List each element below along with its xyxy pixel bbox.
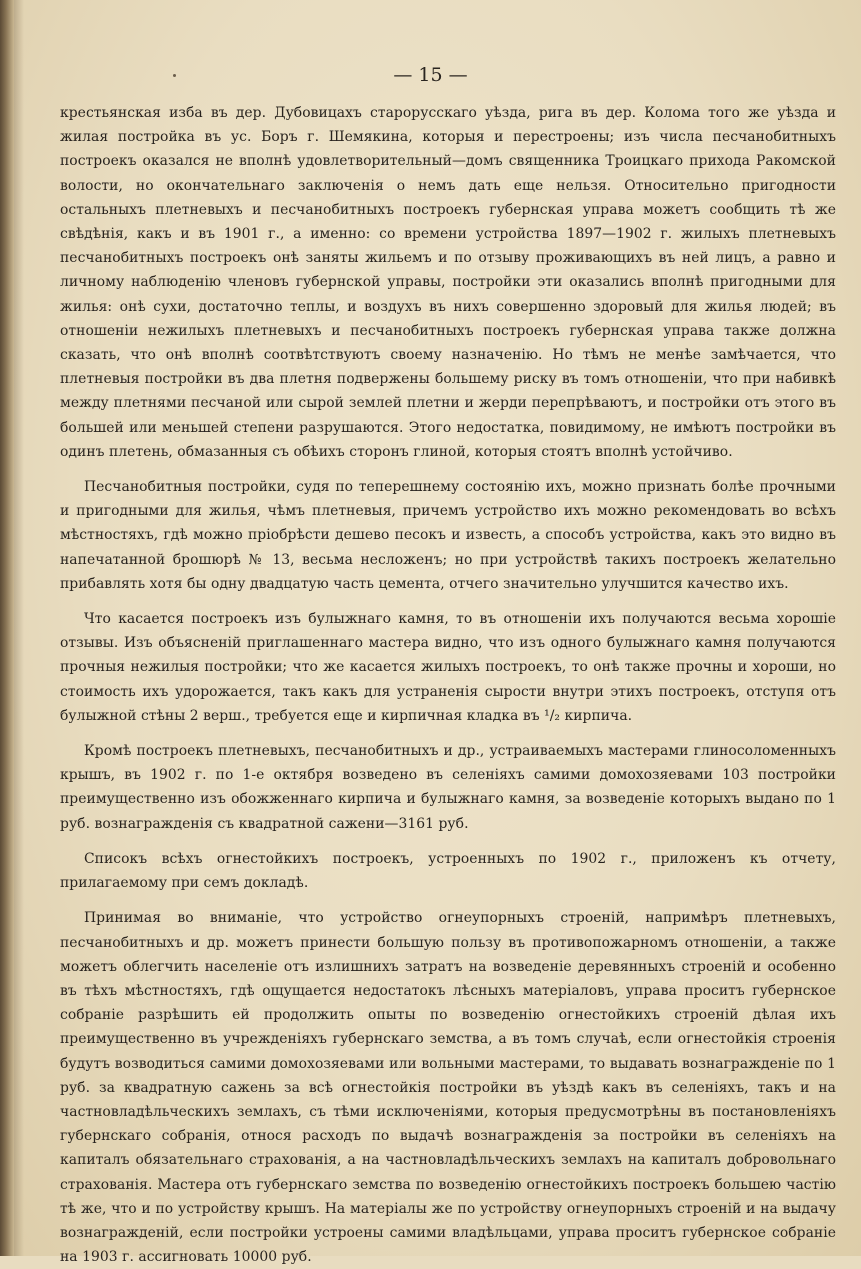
paragraph-stone-buildings: Что касается построекъ изъ булыжнаго камня, то въ отношеніи ихъ получаются весьма хорошіе отзывы. Изъ объясненій приглашеннаго мастера видно, что изъ одного булыжнаго камня получаются прочныя нежилыя постройки; что же касается жилыхъ построекъ, то онѣ также прочны и хороши, но стоимость ихъ удорожается, такъ какъ для устраненія сырости внутри этихъ построекъ, отступя отъ булыжной стѣны 2 верш., требуется еще и кирпичная кладка въ ¹/₂ кирпича.: [60, 611, 836, 724]
page-number: — 15 —: [393, 64, 468, 86]
paragraph-proposal: Принимая во вниманіе, что устройство огнеупорныхъ строеній, напримѣръ плетневыхъ, песчанобитныхъ и др. можетъ принести большую пользу въ противопожарномъ отношеніи, а также можетъ облегчить населеніе отъ излишнихъ затратъ на возведеніе деревянныхъ строеній и особенно въ тѣхъ мѣстностяхъ, гдѣ ощущается недостатокъ лѣсныхъ матеріаловъ, управа проситъ губернское собраніе разрѣшить ей продолжить опыты по возведенію огнестойкихъ строеній дѣлая ихъ преимущественно въ учрежденіяхъ губернскаго земства, а въ томъ случаѣ, если огнестойкія строенія будутъ возводиться самими домохозяевами или вольными мастерами, то выдавать вознагражденіе по 1 руб. за квадратную сажень за всѣ огнестойкія постройки въ уѣздѣ какъ въ селеніяхъ, такъ и на частновладѣльческихъ землахъ, съ тѣми исключеніями, которыя предусмотрѣны въ постановленіяхъ губернскаго собранія, относя расходъ по выдачѣ вознагражденія за постройки въ селеніяхъ на капиталъ обязательнаго страхованія, а на частновладѣльческихъ землахъ на капиталъ добровольнаго страхованія. Мастера отъ губернскаго земства по возведенію огнестойкихъ построекъ большею частію тѣ же, что и по устройству крышъ. На матеріалы же по устройству огнеупорныхъ строеній и на выдачу вознагражденій, если постройки устроены самими владѣльцами, управа проситъ губернское собраніе на 1903 г. ассигновать 10000 руб.: [60, 910, 836, 1266]
paragraph-sand-buildings: Песчанобитныя постройки, судя по теперешнему состоянію ихъ, можно признать болѣе прочными и пригодными для жилья, чѣмъ плетневыя, причемъ устройство ихъ можно рекомендовать во всѣхъ мѣстностяхъ, гдѣ можно пріобрѣсти дешево песокъ и известь, а способъ устройства, какъ это видно въ напечатанной брошюрѣ № 13, весьма несложенъ; но при устройствѣ такихъ построекъ желательно прибавлять хотя бы одну двадцатую часть цемента, отчего значительно улучшится качество ихъ.: [60, 479, 836, 592]
paragraph-list-note: Списокъ всѣхъ огнестойкихъ построекъ, устроенныхъ по 1902 г., приложенъ къ отчету, прилагаемому при семъ докладѣ.: [60, 850, 836, 892]
binding-shadow: [14, 0, 24, 1256]
book-binding-edge: [0, 0, 14, 1256]
paragraph-continuation: крестьянская изба въ дер. Дубовицахъ старорусскаго уѣзда, рига въ дер. Колома того же уѣзда и жилая постройка въ ус. Боръ г. Шемякина, которыя и перестроены; изъ числа песчанобитныхъ построекъ оказался не вполнѣ удовлетворительный—домъ священника Троицкаго прихода Ракомской волости, но окончательнаго заключенія о немъ дать еще нельзя. Относительно пригодности остальныхъ плетневыхъ и песчанобитныхъ построекъ губернская управа можетъ сообщить тѣ же свѣдѣнія, какъ и въ 1901 г., а именно: со времени устройства 1897—1902 г. жилыхъ плетневыхъ песчанобитныхъ построекъ онѣ заняты жильемъ и по отзыву проживающихъ въ ней лицъ, а равно и личному наблюденію членовъ губернской управы, постройки эти оказались вполнѣ пригодными для жилья: онѣ сухи, достаточно теплы, и воздухъ въ нихъ совершенно здоровый для жилья людей; въ отношеніи нежилыхъ плетневыхъ и песчанобитныхъ построекъ губернская управа также должна сказать, что онѣ вполнѣ соотвѣтствуютъ своему назначенію. Но тѣмъ не менѣе замѣчается, что плетневыя постройки въ два плетня подвержены большему риску въ томъ отношеніи, что при набивкѣ между плетнями песчаной или сырой землей плетни и жерди перепрѣваютъ, и постройки отъ этого въ большей или меньшей степени разрушаются. Этого недостатка, повидимому, не имѣютъ постройки въ одинъ плетень, обмазанныя съ обѣихъ сторонъ глиной, которыя стоятъ вполнѣ устойчиво.: [60, 105, 836, 460]
paragraph-buildings-count: Кромѣ построекъ плетневыхъ, песчанобитныхъ и др., устраиваемыхъ мастерами глиносоломенныхъ крышъ, въ 1902 г. по 1-е октября возведено въ селеніяхъ самими домохозяевами 103 постройки преимущественно изъ обожженнаго кирпича и булыжнаго камня, за возведеніе которыхъ выдано по 1 руб. вознагражденія съ квадратной сажени—3161 руб.: [60, 743, 836, 832]
body-text: [60, 101, 836, 1269]
